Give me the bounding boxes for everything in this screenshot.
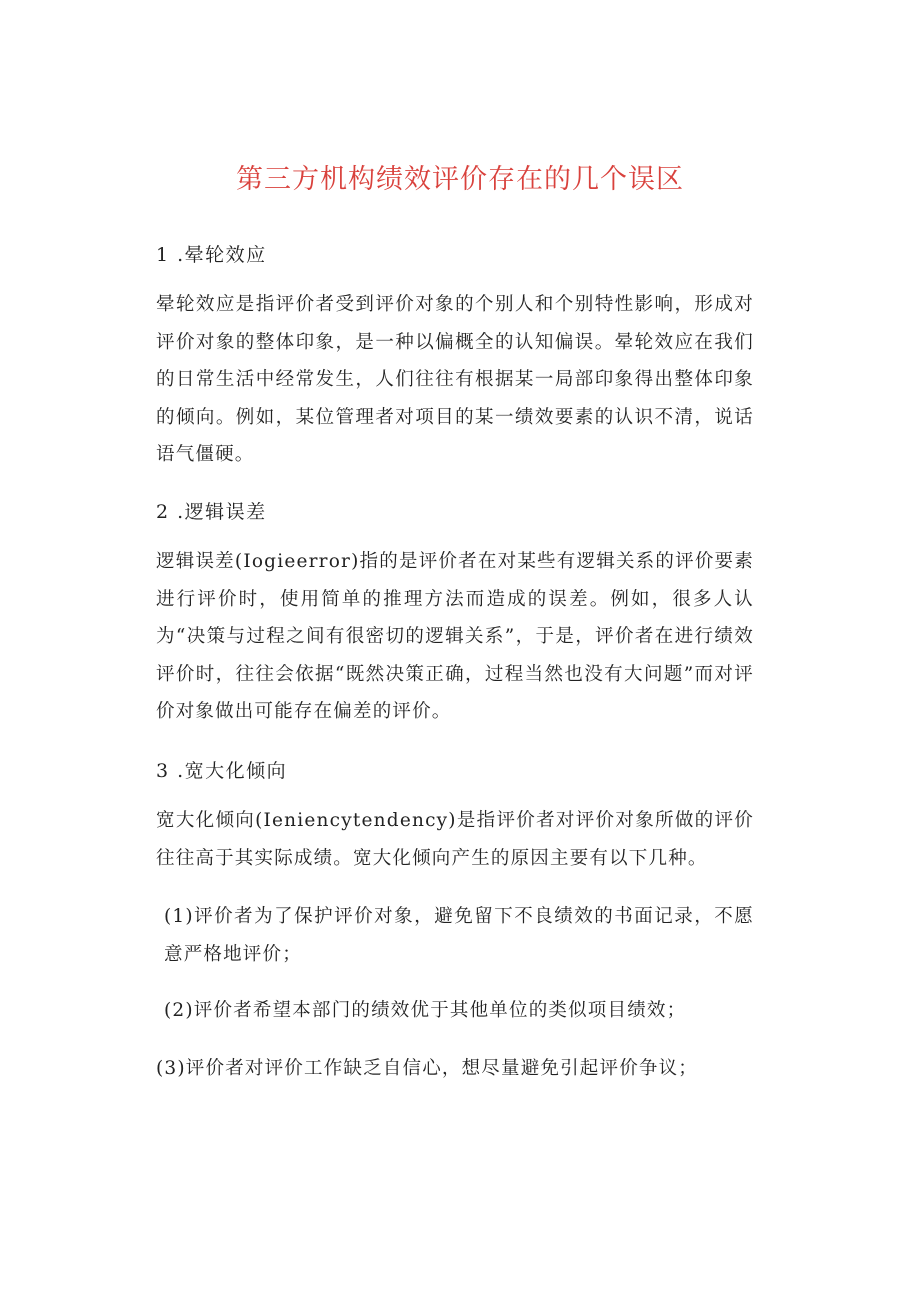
document-title: 第三方机构绩效评价存在的几个误区 <box>236 164 684 195</box>
list-item <box>156 1050 754 1088</box>
paragraph-text: 宽大化倾向(Ieniencytendency)是指评价者对评价对象所做的评价往往高于其实际成绩。宽大化倾向产生的原因主要有以下几种。 <box>156 810 754 869</box>
list-item-text: (1)评价者为了保护评价对象，避免留下不良绩效的书面记录，不愿意严格地评价； <box>164 906 754 965</box>
list-item <box>164 992 754 1030</box>
list-item-text: (2)评价者希望本部门的绩效优于其他单位的类似项目绩效； <box>164 1000 687 1021</box>
section-heading-logic-error: 2 .逻辑误差 <box>156 501 267 523</box>
section-heading-leniency: 3 .宽大化倾向 <box>156 760 288 782</box>
section-paragraph-halo-effect <box>156 286 754 474</box>
paragraph-text: 逻辑误差(Iogieerror)指的是评价者在对某些有逻辑关系的评价要素进行评价时，使用简单的推理方法而造成的误差。例如，很多人认为“决策与过程之间有很密切的逻辑关系”，于是，评价者在进行绩效评价时，往往会依据“既然决策正确，过程当然也没有大问题”而对评价对象做出可能存在偏差的评价。 <box>156 551 754 722</box>
paragraph-text: 晕轮效应是指评价者受到评价对象的个别人和个别特性影响，形成对评价对象的整体印象，是一种以偏概全的认知偏误。晕轮效应在我们的日常生活中经常发生，人们往往有根据某一局部印象得出整体印象的倾向。例如，某位管理者对项目的某一绩效要素的认识不清，说话语气僵硬。 <box>156 294 754 465</box>
list-item <box>164 898 754 973</box>
section-paragraph-leniency <box>156 802 754 877</box>
section-heading-halo-effect: 1 .晕轮效应 <box>156 244 267 266</box>
list-item-text: (3)评价者对评价工作缺乏自信心，想尽量避免引起评价争议； <box>156 1058 699 1079</box>
section-paragraph-logic-error <box>156 543 754 731</box>
